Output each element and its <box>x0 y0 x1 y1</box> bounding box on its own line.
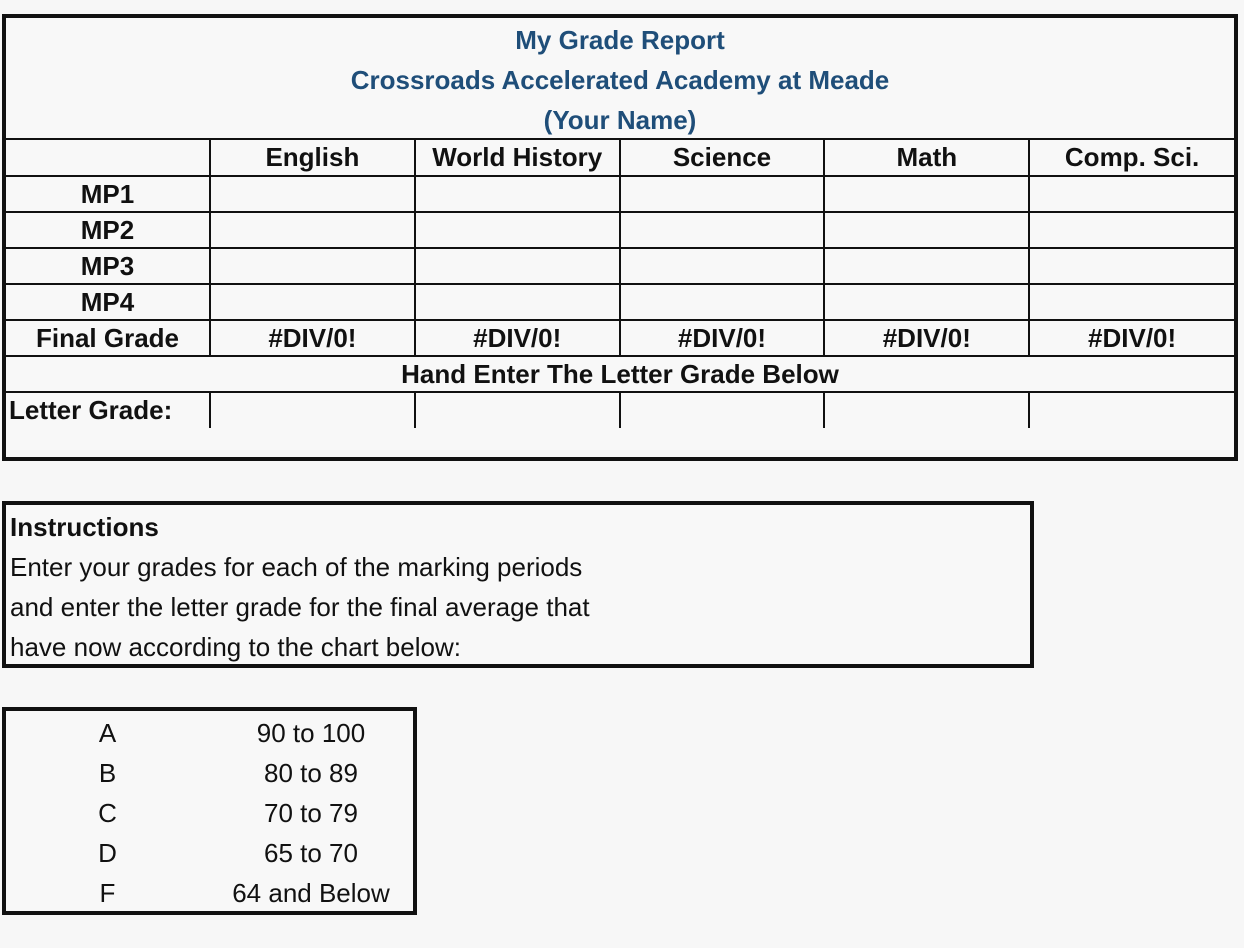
subject-header: Science <box>620 140 825 176</box>
scale-letter: D <box>98 838 117 868</box>
letter-grade-cell[interactable] <box>210 392 415 428</box>
table-row <box>6 284 1234 320</box>
student-name: (Your Name) <box>543 105 697 135</box>
table-row <box>6 176 1234 212</box>
list-item <box>6 753 413 793</box>
table-row <box>6 248 1234 284</box>
grade-cell[interactable] <box>415 212 620 248</box>
final-grade-value: #DIV/0! <box>620 320 825 356</box>
final-grade-value: #DIV/0! <box>824 320 1029 356</box>
table-row <box>6 212 1234 248</box>
grade-cell[interactable] <box>1029 176 1234 212</box>
final-grade-row <box>6 320 1234 356</box>
grade-cell[interactable] <box>1029 284 1234 320</box>
subject-header: Comp. Sci. <box>1029 140 1234 176</box>
grade-cell[interactable] <box>824 176 1029 212</box>
final-grade-value: #DIV/0! <box>415 320 620 356</box>
letter-grade-row <box>6 392 1234 428</box>
letter-grade-cell[interactable] <box>824 392 1029 428</box>
subject-header: Math <box>824 140 1029 176</box>
corner-cell <box>6 140 210 176</box>
scale-letter: B <box>98 758 117 788</box>
scale-letter: A <box>98 718 117 748</box>
list-item <box>6 833 413 873</box>
list-item <box>6 873 413 913</box>
period-label: MP3 <box>6 248 210 284</box>
scale-letter: C <box>98 798 117 828</box>
final-grade-value: #DIV/0! <box>210 320 415 356</box>
scale-range: 65 to 70 <box>264 838 358 868</box>
period-label: MP1 <box>6 176 210 212</box>
grade-cell[interactable] <box>620 248 825 284</box>
list-item <box>6 713 413 753</box>
instructions-line: Enter your grades for each of the marking periods <box>10 552 583 582</box>
subject-header-row <box>6 140 1234 176</box>
report-title: My Grade Report <box>515 25 725 55</box>
period-label: MP2 <box>6 212 210 248</box>
grade-cell[interactable] <box>824 284 1029 320</box>
grade-cell[interactable] <box>210 176 415 212</box>
grade-cell[interactable] <box>620 284 825 320</box>
instructions-line: and enter the letter grade for the final average that <box>10 592 590 622</box>
letter-grade-cell[interactable] <box>1029 392 1234 428</box>
instructions-box <box>2 501 1034 668</box>
letter-grade-label: Letter Grade: <box>6 392 210 428</box>
scale-range: 90 to 100 <box>256 718 366 748</box>
report-header <box>6 18 1234 140</box>
grade-cell[interactable] <box>620 176 825 212</box>
period-label: MP4 <box>6 284 210 320</box>
instructions-line: have now according to the chart below: <box>10 632 461 662</box>
subject-header: English <box>210 140 415 176</box>
final-grade-value: #DIV/0! <box>1029 320 1234 356</box>
grades-table <box>6 140 1234 428</box>
grade-cell[interactable] <box>824 212 1029 248</box>
hand-enter-row <box>6 356 1234 392</box>
grade-cell[interactable] <box>415 248 620 284</box>
hand-enter-label: Hand Enter The Letter Grade Below <box>6 356 1234 392</box>
grade-cell[interactable] <box>824 248 1029 284</box>
grade-cell[interactable] <box>415 284 620 320</box>
grade-cell[interactable] <box>415 176 620 212</box>
grade-cell[interactable] <box>210 284 415 320</box>
grade-cell[interactable] <box>210 248 415 284</box>
letter-grade-cell[interactable] <box>415 392 620 428</box>
final-grade-label: Final Grade <box>6 320 210 356</box>
grade-report <box>2 14 1238 461</box>
grade-cell[interactable] <box>1029 212 1234 248</box>
letter-grade-cell[interactable] <box>620 392 825 428</box>
scale-range: 70 to 79 <box>264 798 358 828</box>
list-item <box>6 793 413 833</box>
school-name: Crossroads Accelerated Academy at Meade <box>350 65 890 95</box>
grade-cell[interactable] <box>620 212 825 248</box>
instructions-title: Instructions <box>10 512 159 542</box>
grade-cell[interactable] <box>210 212 415 248</box>
scale-range: 64 and Below <box>232 878 390 908</box>
grade-cell[interactable] <box>1029 248 1234 284</box>
scale-letter: F <box>99 878 116 908</box>
grade-scale-box <box>2 707 417 915</box>
scale-range: 80 to 89 <box>264 758 358 788</box>
subject-header: World History <box>415 140 620 176</box>
